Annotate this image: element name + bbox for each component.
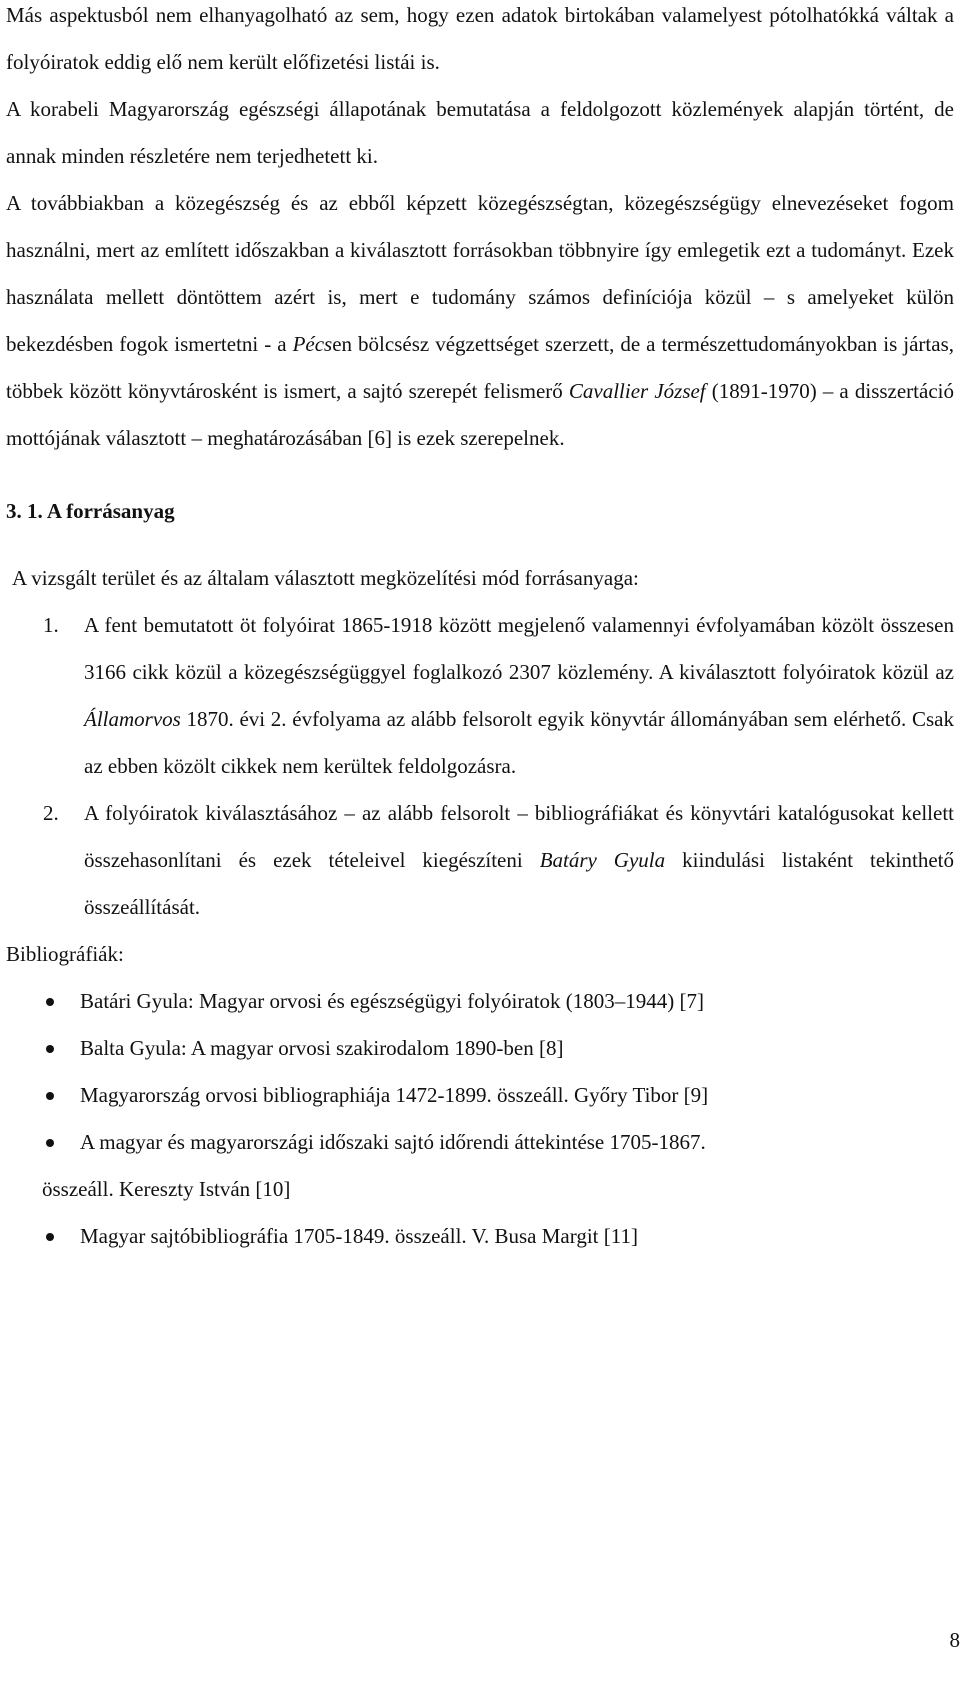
bibliography-item	[6, 1119, 954, 1213]
item-text: A folyóiratok kiválasztásához – az alább felsorolt – bibliográfiákat és könyvtári katalógusokat kellett összehasonlítani és ezek tételeivel kiegészíteni	[84, 801, 954, 872]
paragraph-health-status: A korabeli Magyarország egészségi állapotának bemutatása a feldolgozott közlemények alapján történt, de annak minden részletére nem terjedhetett ki.	[6, 97, 954, 168]
bibliography-item	[6, 978, 954, 1025]
bullet-icon	[46, 1092, 54, 1100]
paragraph-text: A továbbiakban a közegészség és az ebből képzett közegészségtan, közegészségügy elnevezéseket fogom használni, mert az említett időszakban a kiválasztott forrásokban többnyire így emlegetik ezt a tudományt. Ezek használata mellett döntöttem azért is, mert e tudomány számos definíciója közül – s amelyeket külön bekezdésben fogok ismertetni - a	[6, 191, 954, 356]
item-text: 1870. évi 2. évfolyama az alább felsorolt egyik könyvtár állományában sem elérhető. Csak az ebben közölt cikkek nem kerültek feldolgozásra.	[84, 707, 954, 778]
bibliography-list	[6, 978, 954, 1260]
bullet-icon	[46, 1045, 54, 1053]
bibliography-text: Magyar sajtóbibliográfia 1705-1849. összeáll. V. Busa Margit [11]	[80, 1224, 638, 1248]
paragraph-subscription-lists: Más aspektusból nem elhanyagolható az sem, hogy ezen adatok birtokában valamelyest pótolhatókká váltak a folyóiratok eddig elő nem került előfizetési listái is.	[6, 3, 954, 74]
section-heading: 3. 1. A forrásanyag	[6, 499, 175, 523]
item-text: kiindulási listaként tekinthető összeállítását.	[84, 848, 955, 919]
paragraph-public-health-terms	[6, 180, 954, 462]
page-number: 8	[949, 1628, 960, 1652]
italic-person-name: Cavallier József	[568, 379, 706, 403]
paragraph-text: (1891-1970) – a disszertáció mottójának választott – meghatározásában [6] is ezek szerepelnek.	[6, 379, 954, 450]
numbered-list	[6, 602, 954, 931]
bibliography-text-continuation: összeáll. Kereszty István [10]	[42, 1177, 291, 1201]
item-number: 1.	[43, 613, 59, 637]
bibliography-text: Batári Gyula: Magyar orvosi és egészségügyi folyóiratok (1803–1944) [7]	[80, 989, 705, 1013]
bullet-icon	[46, 998, 54, 1006]
bibliography-item	[6, 1213, 954, 1260]
italic-journal-title: Államorvos	[84, 707, 181, 731]
bibliography-item	[6, 1072, 954, 1119]
numbered-item	[6, 790, 954, 931]
paragraph-text: en bölcsész végzettséget szerzett, de a természettudományokban is jártas, többek között könyvtárosként is ismert, a sajtó szerepét felismerő	[6, 332, 954, 403]
bullet-icon	[46, 1139, 54, 1147]
numbered-item	[6, 602, 954, 790]
item-number: 2.	[43, 801, 59, 825]
document-body	[6, 0, 954, 1260]
bibliography-text: Balta Gyula: A magyar orvosi szakirodalom 1890-ben [8]	[80, 1036, 564, 1060]
bibliography-text: A magyar és magyarországi időszaki sajtó időrendi áttekintése 1705-1867.	[80, 1130, 706, 1154]
section-intro: A vizsgált terület és az általam választott megközelítési mód forrásanyaga:	[12, 566, 639, 590]
bibliography-item	[6, 1025, 954, 1072]
bibliography-title: Bibliográfiák:	[6, 942, 124, 966]
bullet-icon	[46, 1233, 54, 1241]
bibliography-text: Magyarország orvosi bibliographiája 1472-1899. összeáll. Győry Tibor [9]	[80, 1083, 709, 1107]
item-text: A fent bemutatott öt folyóirat 1865-1918 között megjelenő valamennyi évfolyamában közölt összesen 3166 cikk közül a közegészségüggyel foglalkozó 2307 közlemény. A kiválasztott folyóiratok közül az	[84, 613, 954, 684]
italic-place-name: Pécs	[292, 332, 333, 356]
italic-person-name: Batáry Gyula	[539, 848, 666, 872]
